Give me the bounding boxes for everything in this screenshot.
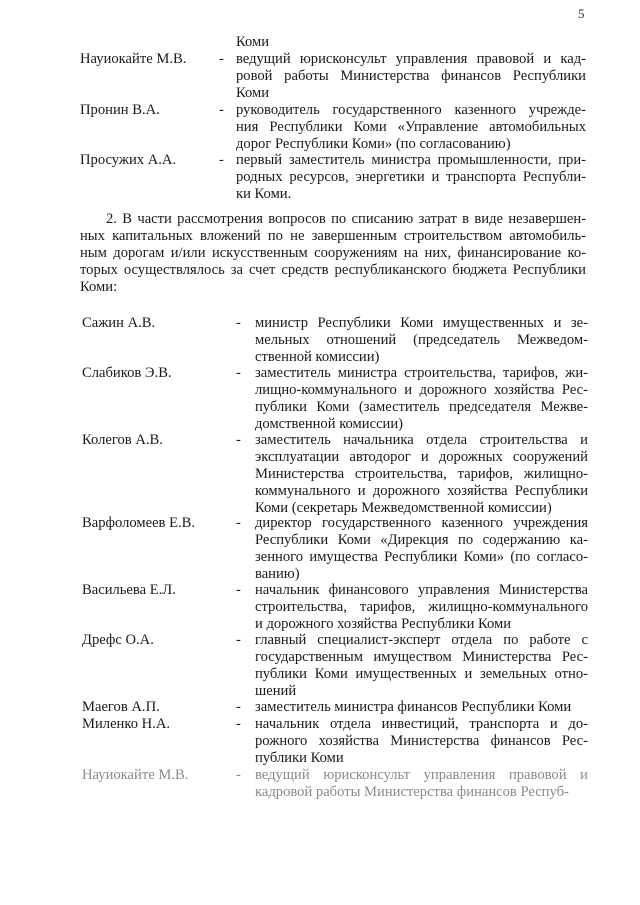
paragraph-line: 2. В части рассмотрения вопросов по списанию затрат в виде незавершен- (106, 211, 586, 227)
member-entry (80, 152, 586, 203)
member-entry (82, 432, 588, 517)
separator-dash: - (236, 716, 241, 732)
role-line: первый заместитель министра промышленности, при- (236, 152, 586, 168)
role-line: мельных отношений (председатель Межведом- (255, 332, 588, 348)
member-role (255, 699, 588, 716)
member-name: Варфоломеев Е.В. (82, 515, 196, 531)
role-line: зенного имущества Республики Коми» (по согласо- (255, 549, 588, 565)
role-line: и дорожного хозяйства Республики Коми (255, 616, 512, 632)
role-line: главный специалист-эксперт отдела по работе с (255, 632, 588, 648)
separator-dash: - (219, 102, 224, 118)
separator-dash: - (236, 515, 241, 531)
separator-dash: - (236, 767, 241, 783)
role-line: Коми (секретарь Межведомственной комиссии) (255, 500, 552, 516)
role-line: заместитель министра строительства, тарифов, жи- (255, 365, 588, 381)
paragraph-line: ных капитальных вложений по не завершенным строительством автомобиль- (80, 228, 586, 244)
role-line: ровой работы Министерства финансов Республики (236, 68, 586, 84)
role-line: директор государственного казенного учреждения (255, 515, 588, 531)
member-role (255, 716, 588, 767)
role-line: рожного хозяйства Министерства финансов Рес- (255, 733, 588, 749)
member-name: Маегов А.П. (82, 699, 160, 715)
paragraph-line: Коми: (80, 279, 118, 295)
separator-dash: - (236, 315, 241, 331)
role-line: ния Республики Коми «Управление автомобильных (236, 119, 586, 135)
member-name: Миленко Н.А. (82, 716, 171, 732)
member-name: Васильева Е.Л. (82, 582, 176, 598)
member-role (255, 515, 588, 583)
member-role (255, 365, 588, 433)
member-role (255, 315, 588, 366)
role-line: кадровой работы Министерства финансов Респуб- (255, 784, 569, 800)
role-line: руководитель государственного казенного учрежде- (236, 102, 586, 118)
member-entry (82, 365, 588, 433)
paragraph-line: торых осуществлялось за счет средств республиканского бюджета Республики (80, 262, 586, 278)
role-line: государственным имуществом Министерства Рес- (255, 649, 588, 665)
member-name: Слабиков Э.В. (82, 365, 172, 381)
role-line: заместитель начальника отдела строительства и (255, 432, 588, 448)
separator-dash: - (219, 51, 224, 67)
role-line: ки Коми. (236, 186, 292, 202)
member-role (255, 582, 588, 633)
role-line: эксплуатации автодорог и дорожных сооружений (255, 449, 588, 465)
role-line: ванию) (255, 566, 300, 582)
member-entry (82, 315, 588, 366)
role-line: начальник финансового управления Министерства (255, 582, 588, 598)
role-line: Коми (236, 85, 270, 101)
role-line: начальник отдела инвестиций, транспорта и до- (255, 716, 588, 732)
member-name: Науиокайте М.В. (80, 51, 187, 67)
continuation-line: Коми (236, 34, 270, 50)
member-role (236, 102, 586, 153)
role-line: Республики Коми «Дирекция по содержанию ка- (255, 532, 588, 548)
member-entry (80, 102, 586, 153)
role-line: коммунального и дорожного хозяйства Республики (255, 483, 588, 499)
member-entry (82, 716, 588, 767)
member-entry (82, 582, 588, 633)
paragraph-line: ным дорогам и/или искусственным сооружениям на них, финансирование ко- (80, 245, 586, 261)
member-entry (82, 515, 588, 583)
role-line: ведущий юрисконсульт управления правовой и (255, 767, 588, 783)
separator-dash: - (219, 152, 224, 168)
separator-dash: - (236, 365, 241, 381)
separator-dash: - (236, 582, 241, 598)
member-entry (82, 632, 588, 700)
section-2-paragraph (80, 211, 586, 296)
page-number: 5 (578, 6, 585, 21)
member-entry (80, 51, 586, 102)
member-name: Просужих А.А. (80, 152, 177, 168)
role-line: ведущий юрисконсульт управления правовой и кад- (236, 51, 586, 67)
member-name: Колегов А.В. (82, 432, 163, 448)
member-role (255, 767, 588, 801)
role-line: родных ресурсов, энергетики и транспорта Республи- (236, 169, 586, 185)
separator-dash: - (236, 699, 241, 715)
role-line: лищно-коммунального и дорожного хозяйства Рес- (255, 382, 588, 398)
member-entry (82, 767, 588, 801)
role-line: шений (255, 683, 297, 699)
role-line: дорог Республики Коми» (по согласованию) (236, 136, 511, 152)
role-line: публики Коми имущественных и земельных отно- (255, 666, 588, 682)
member-role (236, 51, 586, 102)
role-line: строительства, тарифов, жилищно-коммунального (255, 599, 588, 615)
role-line: заместитель министра финансов Республики Коми (255, 699, 572, 715)
role-line: публики Коми (заместитель председателя Межве- (255, 399, 588, 415)
member-role (255, 632, 588, 700)
role-line: министр Республики Коми имущественных и зе- (255, 315, 588, 331)
member-role (236, 152, 586, 203)
member-role (255, 432, 588, 517)
role-line: ственной комиссии) (255, 349, 380, 365)
member-name: Дрефс О.А. (82, 632, 154, 648)
member-name: Пронин В.А. (80, 102, 160, 118)
separator-dash: - (236, 632, 241, 648)
separator-dash: - (236, 432, 241, 448)
role-line: домственной комиссии) (255, 416, 404, 432)
member-name: Сажин А.В. (82, 315, 156, 331)
role-line: публики Коми (255, 750, 344, 766)
member-name: Науиокайте М.В. (82, 767, 189, 783)
role-line: Министерства строительства, тарифов, жилищно- (255, 466, 588, 482)
member-entry (82, 699, 588, 716)
